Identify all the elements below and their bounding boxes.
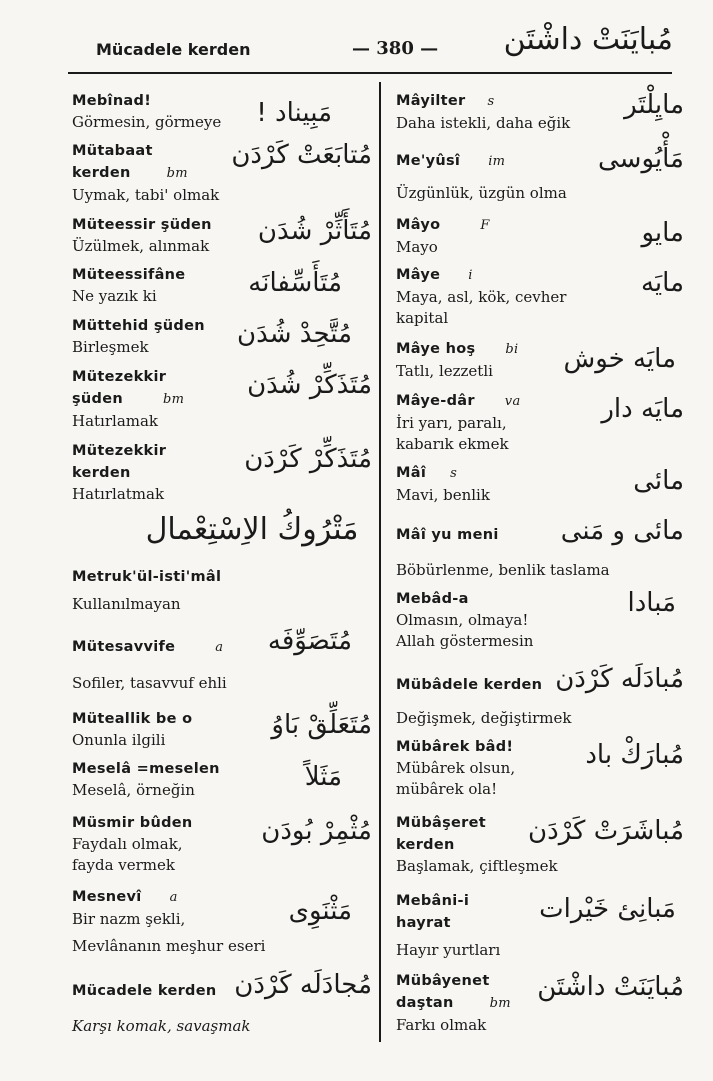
entry-headword: Mâyo F [396, 217, 490, 233]
entry-arabic: مَتْرُوكُ الاِسْتِعْمال [145, 512, 359, 547]
column-divider [379, 82, 381, 1042]
dictionary-entry [72, 315, 372, 358]
entry-definition: Görmesin, görmeye [72, 113, 222, 131]
dictionary-entry [396, 144, 684, 204]
entry-headword: Me'yûsî im [396, 153, 506, 169]
left-column [72, 0, 372, 1081]
header-arabic: مُبايَنَتْ داشْتَن [503, 22, 673, 57]
entry-headword: Metruk'ül-isti'mâl [72, 569, 222, 585]
entry-headword: Mebâd-a [396, 591, 469, 607]
entry-definition: Farkı olmak [396, 1016, 487, 1034]
entry-headword: Mebâni-i [396, 893, 470, 909]
entry-arabic: مُباشَرَتْ كَرْدَن [528, 816, 684, 846]
dictionary-entry [396, 264, 684, 329]
dictionary-entry [396, 214, 684, 258]
entry-definition: kapital [396, 309, 449, 327]
entry-arabic: مايَه دار [601, 394, 684, 424]
entry-definition: Birleşmek [72, 338, 149, 356]
entry-definition: Hayır yurtları [396, 941, 501, 959]
entry-headword: Müteessir şüden [72, 217, 212, 233]
entry-arabic: مَبِيناد ! [256, 98, 332, 128]
entry-arabic: مَبانِئ خَيْرات [539, 894, 676, 924]
entry-definition: kabarık ekmek [396, 435, 509, 453]
dictionary-entry [396, 90, 684, 134]
entry-definition: Daha istekli, daha eğik [396, 114, 571, 132]
entry-headword: Mâye i [396, 267, 473, 283]
entry-definition: Mayo [396, 238, 438, 256]
entry-definition: Başlamak, çiftleşmek [396, 857, 558, 875]
entry-arabic: مُتَذَكِّرْ شُدَن [247, 370, 372, 400]
entry-headword-cont: hayrat [396, 915, 451, 931]
dictionary-entry [396, 890, 676, 961]
entry-definition: Meselâ, örneğin [72, 781, 195, 799]
entry-definition: Olmasın, olmaya! [396, 611, 529, 629]
dictionary-entry [396, 664, 684, 729]
dictionary-entry [396, 516, 684, 581]
entry-definition: mübârek ola! [396, 780, 498, 798]
entry-definition: Faydalı olmak, [72, 835, 183, 853]
entry-definition: Hatırlamak [72, 412, 159, 430]
dictionary-entry [72, 90, 372, 133]
entry-headword: Mübâyenet [396, 973, 490, 989]
entry-arabic: مُبايَنَتْ داشْتَن [537, 972, 684, 1002]
entry-definition: Mavi, benlik [396, 486, 490, 504]
entry-arabic: مُتَّحِدْ شُدَن [237, 319, 352, 349]
entry-definition: Üzülmek, alınmak [72, 237, 210, 255]
dictionary-entry [396, 338, 676, 382]
entry-arabic: مُثْمِرْ بُودَن [261, 816, 372, 846]
entry-headword: Mübâşeret [396, 815, 486, 831]
entry-arabic: مُتابَعَتْ كَرْدَن [231, 140, 372, 170]
dictionary-entry [72, 626, 372, 694]
header-title: Mücadele kerden [96, 40, 251, 59]
dictionary-entry [72, 812, 372, 876]
dictionary-entry [72, 886, 372, 957]
dictionary-entry [72, 440, 372, 505]
entry-arabic: مُبارَكْ باد [585, 740, 684, 770]
entry-definition: Uymak, tabi' olmak [72, 186, 220, 204]
dictionary-entry [72, 264, 372, 307]
entry-arabic: مَثْنَوِى [288, 896, 352, 926]
entry-headword: Mütezekkir [72, 369, 167, 385]
dictionary-entry [396, 736, 684, 800]
dictionary-entry [72, 566, 372, 615]
dictionary-entry [72, 140, 372, 206]
entry-headword-cont: daştan bm [396, 995, 511, 1011]
entry-headword: Mâî yu meni [396, 527, 499, 543]
page-number: — 380 — [352, 38, 439, 59]
entry-definition: Hatırlatmak [72, 485, 165, 503]
entry-definition: Onunla ilgili [72, 731, 166, 749]
entry-headword: Mücadele kerden [72, 983, 217, 999]
dictionary-entry [396, 588, 676, 652]
entry-headword: Mübârek bâd! [396, 739, 514, 755]
right-column [396, 0, 684, 1081]
entry-arabic: مايِلْتَر [624, 90, 684, 120]
dictionary-entry [396, 462, 684, 506]
entry-definition: Tatlı, lezzetli [396, 362, 493, 380]
entry-arabic: مَثَلاً [304, 762, 342, 792]
entry-headword: Mâyilter s [396, 93, 495, 109]
entry-headword-cont: kerden bm [72, 165, 188, 181]
entry-headword: Müsmir bûden [72, 815, 193, 831]
entry-arabic: مُتَأَثِّرْ شُدَن [257, 216, 372, 246]
entry-definition: Karşı komak, savaşmak [72, 1017, 251, 1035]
dictionary-entry [72, 214, 372, 257]
dictionary-entry [396, 812, 684, 877]
entry-headword: Müttehid şüden [72, 318, 205, 334]
dictionary-entry [72, 758, 372, 801]
dictionary-entry [72, 366, 372, 432]
entry-arabic: مُتَعَلِّقْ بَاوُ [271, 710, 372, 740]
entry-definition: Bir nazm şekli, [72, 910, 186, 928]
entry-definition: Mübârek olsun, [396, 759, 516, 777]
entry-arabic: مُبادَلَه كَرْدَن [555, 664, 684, 694]
entry-headword: Mâye-dâr va [396, 393, 521, 409]
entry-arabic: مُتَأَسِّفانَه [248, 268, 342, 298]
entry-definition: Mevlânanın meşhur eseri [72, 937, 266, 955]
entry-headword: Mütezekkir [72, 443, 167, 459]
entry-arabic: مَأْيُوسى [598, 144, 684, 174]
entry-headword: Mütesavvife a [72, 639, 224, 655]
entry-arabic: مُتَصَوِّفَه [267, 626, 352, 656]
entry-arabic: مُجادَلَه كَرْدَن [234, 970, 372, 1000]
entry-arabic: مُتَذَكِّرْ كَرْدَن [244, 444, 372, 474]
entry-headword: Mâî s [396, 465, 458, 481]
entry-definition: fayda vermek [72, 856, 175, 874]
entry-definition: Allah göstermesin [396, 632, 534, 650]
entry-definition: Böbürlenme, benlik taslama [396, 561, 610, 579]
entry-headword: Müteallik be o [72, 711, 193, 727]
entry-definition: İri yarı, paralı, [396, 414, 507, 432]
entry-headword: Müteessifâne [72, 267, 186, 283]
entry-definition: Kullanılmayan [72, 595, 181, 613]
dictionary-entry [396, 970, 684, 1036]
entry-headword: Mebînad! [72, 93, 152, 109]
entry-headword-cont: kerden [72, 465, 131, 481]
entry-arabic: مائى [633, 466, 684, 496]
entry-definition: Maya, asl, kök, cevher [396, 288, 567, 306]
entry-arabic: مايَه خوش [563, 344, 676, 374]
dictionary-entry [72, 970, 372, 1037]
entry-headword: Meselâ =meselen [72, 761, 220, 777]
entry-definition: Ne yazık ki [72, 287, 157, 305]
dictionary-entry [72, 708, 372, 751]
entry-headword: Mâye hoş bi [396, 341, 519, 357]
entry-definition: Üzgünlük, üzgün olma [396, 184, 567, 202]
entry-headword-cont: şüden bm [72, 391, 185, 407]
dictionary-entry [396, 390, 684, 455]
entry-definition: Değişmek, değiştirmek [396, 709, 572, 727]
entry-headword-cont: kerden [396, 837, 455, 853]
entry-arabic: مَبادا [627, 588, 676, 618]
entry-headword: Mütabaat [72, 143, 153, 159]
entry-headword: Mübâdele kerden [396, 677, 543, 693]
entry-arabic: مايو [641, 218, 684, 248]
entry-headword: Mesnevî a [72, 889, 178, 905]
entry-arabic: مايَه [640, 268, 684, 298]
entry-definition: Sofiler, tasavvuf ehli [72, 674, 227, 692]
entry-arabic: مائى و مَنى [560, 516, 684, 546]
